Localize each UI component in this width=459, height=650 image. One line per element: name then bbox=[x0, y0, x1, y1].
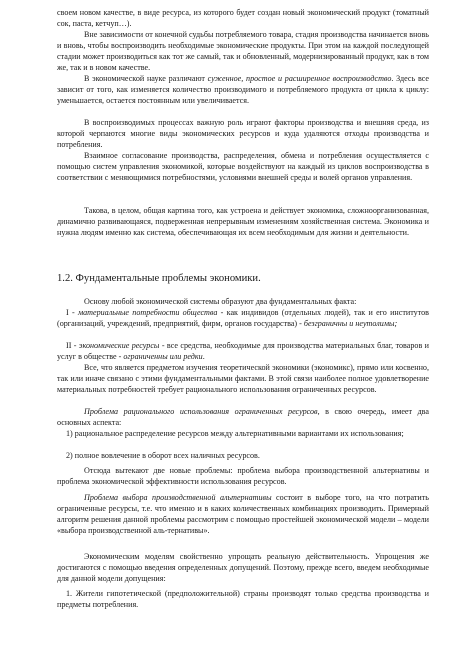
section-paragraph-5 bbox=[57, 407, 429, 429]
paragraph-6: Такова, в целом, общая картина того, как устроена и действует экономика, сложноорганизованная, динамично развивающаяся, подверженная непрерывным изменениям хозяйственная система. Экономика и нужна людям именно как система, обеспечивающая их всем необходимым для жизни и деятельности. bbox=[57, 206, 429, 237]
list-marker-text: II - bbox=[66, 341, 79, 350]
aspect-item-1: 1) рациональное распределение ресурсов между альтернативными вариантами их использования; bbox=[66, 429, 404, 438]
section-paragraph-7 bbox=[57, 493, 429, 537]
resources-description: - все средства, необходимые для производства материальных благ, товаров и услуг в обществе - bbox=[57, 341, 429, 361]
aspect-item-2: 2) полное вовлечение в оборот всех наличных ресурсов. bbox=[66, 451, 260, 460]
problem-description: , в свою очередь, имеет два основных аспекта: bbox=[57, 407, 429, 427]
section-heading: 1.2. Фундаментальные проблемы экономики. bbox=[57, 273, 261, 284]
emphasis-resources: экономические ресурсы bbox=[78, 341, 160, 350]
choice-description: состоит в выборе того, на что потратить ограниченные ресурсы, т.е. что именно и в каких количественных комбинациях производить. Примерный алгоритм решения данной проблемы рассмотрим с помощью простейшей экономической модели – модели «выбора производственной аль-тернативы». bbox=[57, 493, 429, 535]
emphasis-problem: Проблема рационального использования ограниченных ресурсов bbox=[84, 407, 318, 416]
emphasis-choice: Проблема выбора производственной альтернативы bbox=[84, 493, 272, 502]
paragraph-1: своем новом качестве, в виде ресурса, из которого будет создан новый экономический продукт (томатный сок, паста, кетчуп…). bbox=[57, 8, 429, 28]
paragraph-3-text: В экономической науке различают bbox=[84, 74, 208, 83]
needs-description: - как индивидов (отдельных людей), так и его институтов (организаций, учреждений, предприятий, фирм, органов государства) - bbox=[57, 308, 430, 328]
paragraph-3 bbox=[57, 74, 429, 107]
assumption-item-1: 1. Жители гипотетической (предположительной) страны производят только средства производства и предметы потребления. bbox=[57, 589, 429, 609]
paragraph-5: Взаимное согласование производства, распределения, обмена и потребления осуществляется с помощью систем управления экономикой, которые воздействуют на каждый из циклов воспроизводства в соответствии с меняющимися потребностями, условиями внешней среды и волей органов управления. bbox=[57, 151, 429, 182]
paragraph-3-emphasis: суженное, простое и расширенное воспроизводство bbox=[207, 74, 392, 83]
emphasis-unlimited: безграничны и неутолимы; bbox=[303, 318, 398, 328]
paragraph-4: В воспроизводимых процессах важную роль играют факторы производства и внешняя среда, из которой черпаются многие виды экономических ресурсов и куда удаляются отходы производства и потребления. bbox=[57, 118, 429, 149]
section-paragraph-2 bbox=[57, 308, 429, 330]
section-paragraph-6: Отсюда вытекают две новые проблемы: проблема выбора производственной альтернативы и проблема экономической эффективности использования ресурсов. bbox=[57, 466, 429, 486]
paragraph-3-text-end: . Здесь все зависит от того, как изменяется количество производимого и потребляемого продукта от цикла к циклу: уменьшается, остается постоянным или увеличивается. bbox=[57, 74, 429, 105]
section-paragraph-8: Экономическим моделям свойственно упрощать реальную действительность. Упрощения же достигаются с помощью введения определенных допущений. Поэтому, прежде всего, введем необходимые для данной модели допущения: bbox=[57, 552, 429, 583]
section-paragraph-4: Все, что является предметом изучения теоретической экономики (экономикс), прямо или косвенно, так или иначе связано с этими фундаментальными фактами. В этой связи наиболее полное удовлетворение материальных потребностей требует рационального использования ограниченных ресурсов. bbox=[57, 363, 429, 394]
sentence-end: . bbox=[202, 351, 205, 361]
section-paragraph-3 bbox=[57, 341, 429, 363]
emphasis-limited: ограниченны или редки bbox=[123, 351, 203, 361]
emphasis-needs: материальные потребности общества bbox=[77, 308, 218, 317]
paragraph-2: Вне зависимости от конечной судьбы потребляемого товара, стадия производства начинается вновь и вновь, чтобы воспроизводить необходимые экономические продукты. При этом на каждой последующей стадии может производиться как тот же самый, так и обновленный, модернизированный продукт, как в том же, так и в новом качестве. bbox=[57, 30, 429, 72]
section-paragraph-1: Основу любой экономической системы образуют два фундаментальных факта: bbox=[84, 297, 357, 306]
list-marker-text: I - bbox=[66, 308, 78, 317]
